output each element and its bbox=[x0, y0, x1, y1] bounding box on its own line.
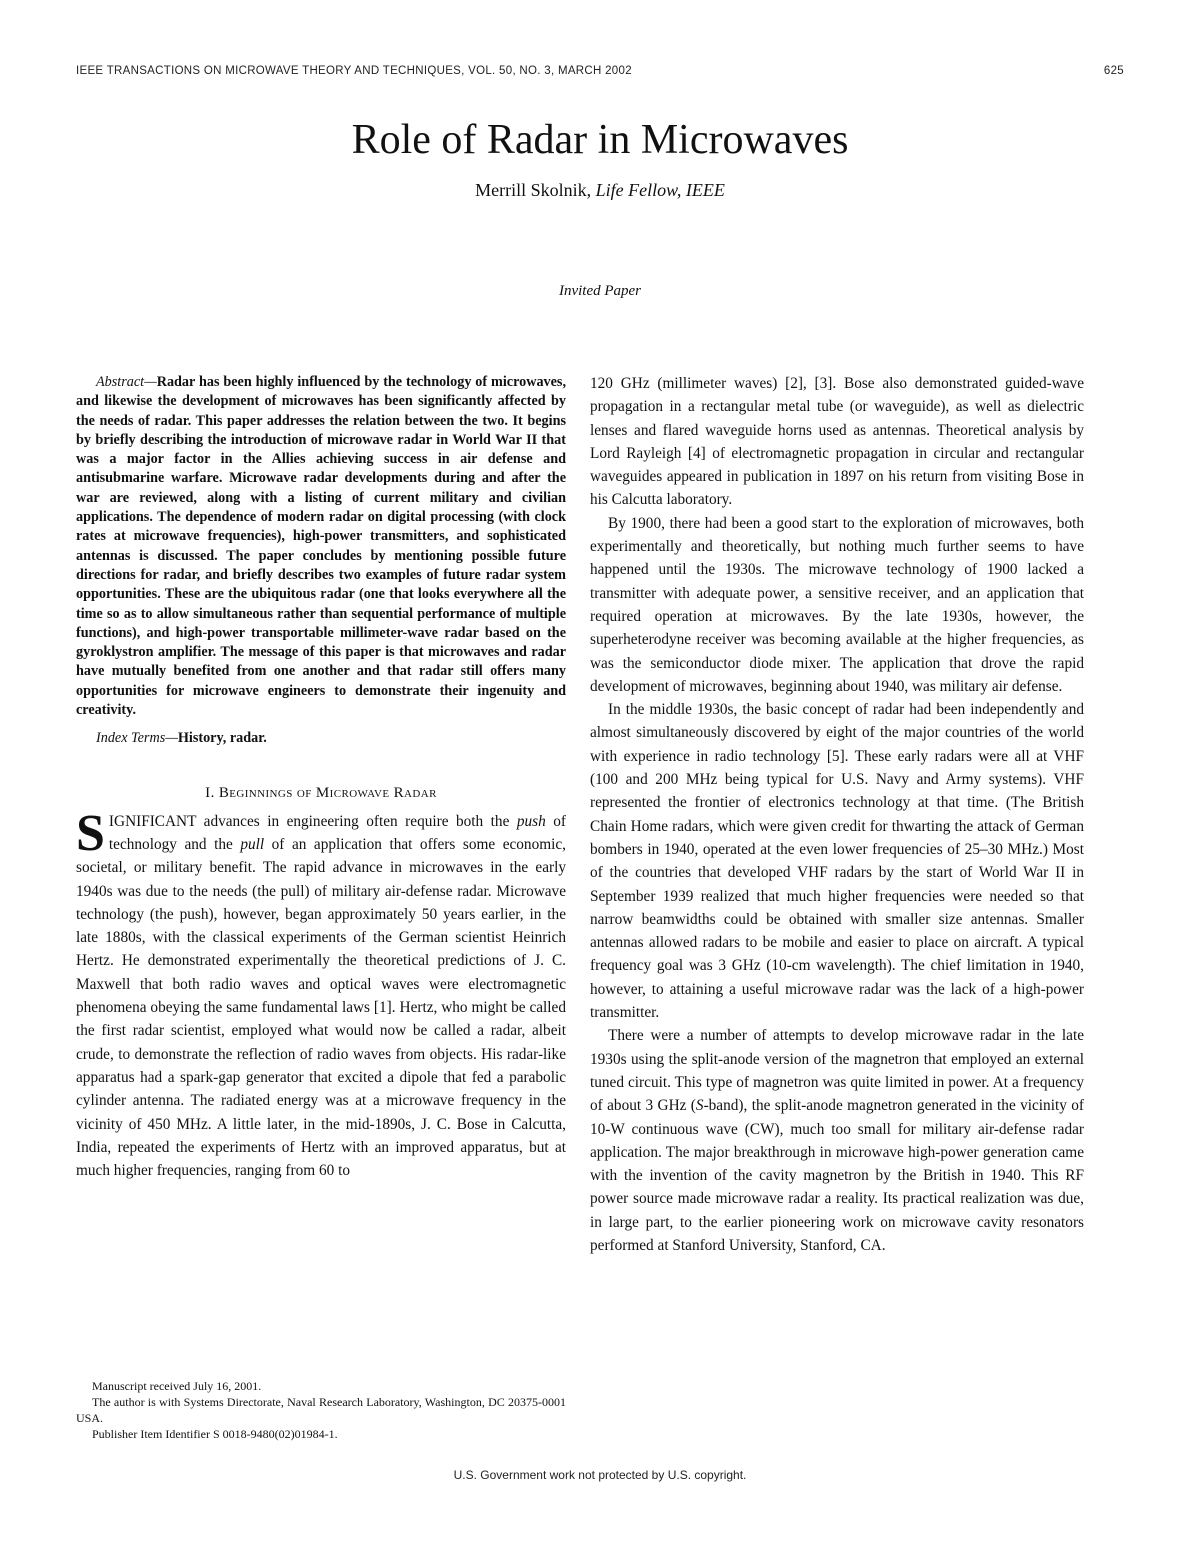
emphasis-pull: pull bbox=[240, 835, 265, 853]
emphasis-push: push bbox=[516, 812, 546, 830]
abstract-lead: Abstract— bbox=[96, 374, 157, 390]
journal-citation: IEEE TRANSACTIONS ON MICROWAVE THEORY AND TECHNIQUES, VOL. 50, NO. 3, MARCH 2002 bbox=[76, 65, 632, 77]
index-terms-text: History, radar. bbox=[177, 730, 267, 747]
paper-title: Role of Radar in Microwaves bbox=[351, 117, 849, 163]
section1-paragraph bbox=[76, 804, 566, 1183]
paragraph-text: IGNIFICANT advances in engineering often require both the bbox=[108, 812, 517, 830]
abstract-text: Radar has been highly influenced by the technology of microwaves, and likewise the development of microwaves has been significantly affected by the needs of radar. This paper addresses the relation between the two. It begins by briefly describing the introduction of microwave radar in World War II that was a major factor in the Allies achieving success in air defense and antisubmarine warfare. Microwave radar developments during and after the war are reviewed, along with a listing of current military and civilian applications. The dependence of modern radar on digital processing (with clock rates at microwave frequencies), high-power transmitters, and sophisticated antennas is discussed. The paper concludes by mentioning possible future directions for radar, and briefly describes two examples of future radar system opportunities. These are the ubiquitous radar (one that looks everywhere all the time so as to allow simultaneous rather than sequential performance of multiple functions), and high-power transportable millimeter-wave radar based on the gyroklystron amplifier. The message of this paper is that microwaves and radar have mutually benefited from one another and that radar still offers many opportunities for microwave engineers to demonstrate their ingenuity and creativity. bbox=[76, 374, 566, 719]
index-terms-lead: Index Terms— bbox=[96, 730, 178, 747]
paragraph-text: -band), the split-anode magnetron generated in the vicinity of 10-W continuous wave (CW), much too small for military air-defense radar application. The major breakthrough in microwave high-power generation came with the invention of the cavity magnetron by the British in 1940. This RF power source made microwave radar a reality. Its practical realization was due, in large part, to the earlier pioneering work on microwave cavity resonators performed at Stanford University, Stanford, CA. bbox=[590, 1097, 1084, 1254]
right-paragraph-2: By 1900, there had been a good start to the exploration of microwaves, both experimentally and theoretically, but nothing much further seems to have happened until the 1930s. The microwave technology of 1900 lacked a transmitter with adequate power, a sensitive receiver, and an application that required operation at microwaves. By the late 1930s, however, the superheterodyne receiver was becoming available at the higher frequencies, as was the semiconductor diode mixer. The application that drove the rapid development of microwaves, beginning about 1940, was military air defense. bbox=[590, 514, 1084, 695]
index-terms bbox=[76, 729, 566, 748]
running-header bbox=[76, 62, 1124, 80]
footnote-publisher-id: Publisher Item Identifier S 0018-9480(02)01984-1. bbox=[92, 1427, 338, 1441]
copyright-notice: U.S. Government work not protected by U.S. copyright. bbox=[453, 1468, 747, 1482]
paper-type: Invited Paper bbox=[558, 283, 642, 299]
footnote-received: Manuscript received July 16, 2001. bbox=[92, 1379, 262, 1393]
page-number: 625 bbox=[1103, 65, 1124, 77]
right-paragraph-3: In the middle 1930s, the basic concept of radar had been independently and almost simultaneously discovered by eight of the major countries of the world with experience in radio technology [5]. These early radars were all at VHF (100 and 200 MHz being typical for U.S. Navy and Army systems). VHF represented the frontier of electronics technology at that time. (The British Chain Home radars, which were given credit for thwarting the attack of German bombers in 1940, operated at the even lower frequencies of 25–30 MHz.) Most of the countries that developed VHF radars by the start of World War II in September 1939 realized that much higher frequencies were needed so that narrow beamwidths could be obtained with smaller size antennas. Smaller antennas allowed radars to be mobile and easier to place on aircraft. A typical frequency goal was 3 GHz (10-cm wavelength). The chief limitation in 1940, however, to attaining a useful microwave radar was the lack of a high-power transmitter. bbox=[590, 701, 1084, 1022]
paragraph-text: There were a number of attempts to develop microwave radar in the late 1930s using the split-anode version of the magnetron that employed an external tuned circuit. This type of magnetron was quite limited in power. At a frequency of about 3 GHz ( bbox=[590, 1027, 1084, 1115]
right-paragraph-1: 120 GHz (millimeter waves) [2], [3]. Bose also demonstrated guided-wave propagation in a rectangular metal tube (or waveguide), as well as dielectric lenses and flared waveguide horns used as antennas. Theoretical analysis by Lord Rayleigh [4] of electromagnetic propagation in circular and rectangular waveguides appeared in publication in 1897 on his return from visiting Bose in his Calcutta laboratory. bbox=[590, 375, 1084, 509]
right-paragraph-4 bbox=[590, 1024, 1084, 1257]
abstract bbox=[76, 373, 566, 720]
section-heading: I. Beginnings of Microwave Radar bbox=[205, 784, 437, 801]
footnote-author: The author is with Systems Directorate, Naval Research Laboratory, Washington, DC 20375-0001 USA. bbox=[76, 1395, 566, 1425]
dropcap-letter: S bbox=[76, 804, 105, 862]
paragraph-text: of an application that offers some economic, societal, or military benefit. The rapid advance in microwaves in the early 1940s was due to the needs (the pull) of military air-defense radar. Microwave technology (the push), however, began approximately 50 years earlier, in the late 1880s, with the classical experiments of the German scientist Heinrich Hertz. He demonstrated experimentally the theoretical predictions of J. C. Maxwell that both radio waves and optical waves were electromagnetic phenomena obeying the same fundamental laws [1]. Hertz, who might be called the first radar scientist, employed what would now be called a radar, albeit crude, to demonstrate the reflection of radio waves from objects. His radar-like apparatus had a spark-gap generator that excited a dipole that fed a parabolic cylinder antenna. The radiated energy was at a microwave frequency in the vicinity of 450 MHz. A little later, in the mid-1890s, J. C. Bose in Calcutta, India, repeated the experiments of Hertz with an improved apparatus, but at much higher frequencies, ranging from 60 to bbox=[76, 835, 566, 1180]
author-name: Merrill Skolnik, bbox=[475, 180, 592, 200]
left-column bbox=[76, 373, 566, 1182]
author-affiliation: Life Fellow, IEEE bbox=[595, 180, 725, 200]
footnotes bbox=[76, 1378, 566, 1442]
paragraph-text: of technology and the bbox=[108, 812, 566, 853]
emphasis-s-band: S bbox=[695, 1097, 704, 1115]
author-line bbox=[0, 180, 1200, 201]
right-column bbox=[590, 372, 1084, 1257]
